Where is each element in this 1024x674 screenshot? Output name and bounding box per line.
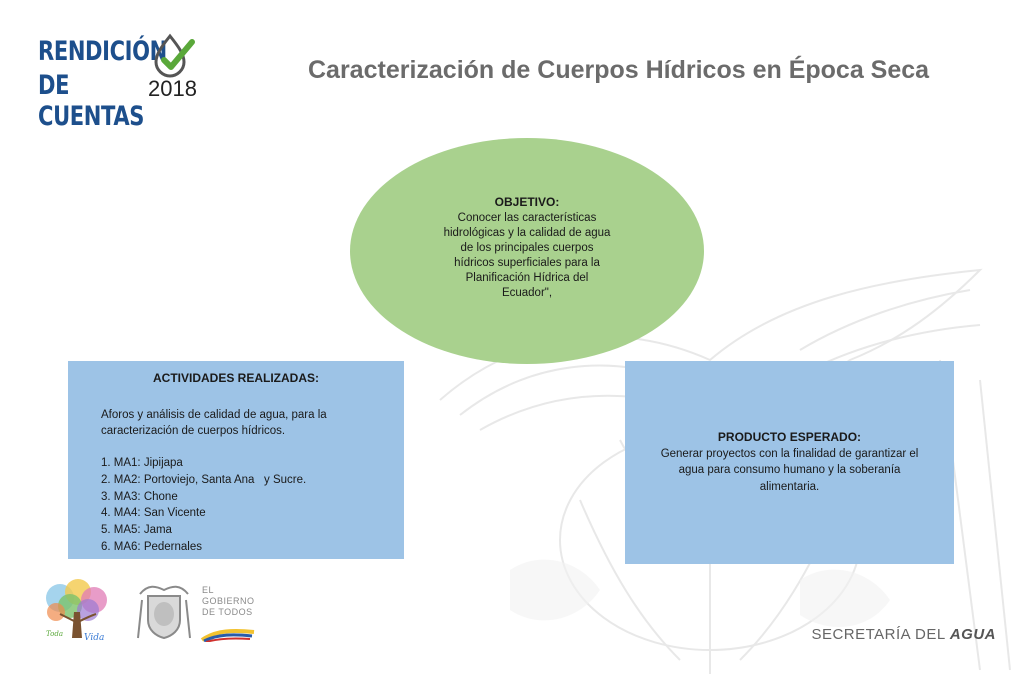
rendicion-cuentas-logo [38, 30, 208, 132]
product-heading: PRODUCTO ESPERADO: [717, 429, 862, 444]
brand-suffix: AGUA [949, 626, 996, 643]
activities-list [101, 455, 404, 556]
page-title: Caracterización de Cuerpos Hídricos en Época Seca [308, 56, 930, 84]
svg-text:Toda: Toda [46, 630, 63, 638]
activity-item: 6. MA6: Pedernales [101, 540, 203, 553]
secretaria-del-agua-brand [811, 626, 996, 643]
gov-line1: EL [202, 585, 215, 595]
activities-box [68, 361, 404, 559]
activity-item: 5. MA5: Jama [101, 524, 172, 537]
gov-line3: DE TODOS [202, 607, 253, 617]
gov-line2: GOBIERNO [202, 596, 255, 606]
objective-body: Conocer las características hidrológicas y la calidad de agua de los principales cuerpos hídricos superficiales para la Planificación Hídrica del Ecuador", [443, 212, 611, 299]
logo-line1: RENDICIÓN [38, 36, 167, 67]
product-body: Generar proyectos con la finalidad de garantizar el agua para consumo humano y la soberanía alimentaria. [660, 447, 919, 493]
gobierno-de-todos-text [202, 585, 255, 618]
drop-check-icon [150, 32, 196, 78]
flag-swoosh-icon [200, 628, 256, 642]
objective-heading: OBJETIVO: [494, 195, 560, 209]
activity-item: 2. MA2: Portoviejo, Santa Ana y Sucre. [101, 473, 307, 486]
shield-icon [134, 580, 194, 642]
brand-prefix: SECRETARÍA DEL [811, 626, 946, 643]
tree-icon [38, 578, 116, 644]
logo-year: 2018 [148, 76, 197, 101]
activity-item: 1. MA1: Jipijapa [101, 457, 183, 469]
activities-description: Aforos y análisis de calidad de agua, para la caracterización de cuerpos hídricos. [101, 409, 327, 437]
activity-item: 4. MA4: San Vicente [101, 507, 206, 520]
activity-item: 3. MA3: Chone [101, 490, 178, 503]
product-box [625, 361, 954, 564]
svg-text:Vida: Vida [84, 633, 105, 643]
objective-ellipse [350, 138, 704, 364]
activities-heading: ACTIVIDADES REALIZADAS: [152, 371, 319, 385]
logo-line2: DE CUENTAS [38, 70, 145, 132]
